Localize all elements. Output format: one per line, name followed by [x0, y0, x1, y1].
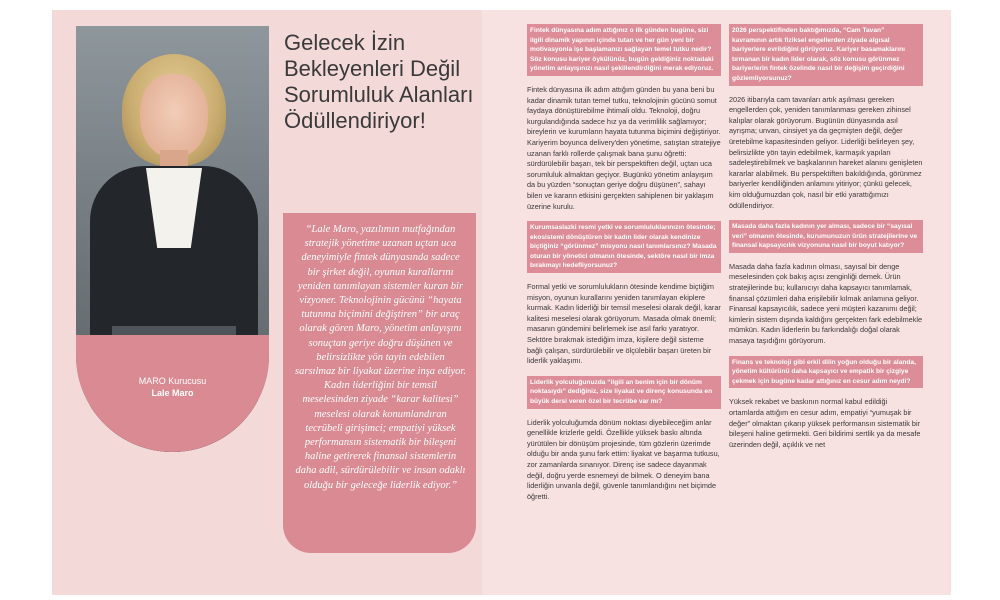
right-page — [482, 10, 951, 595]
pull-quote: “Lale Maro, yazılımın mutfağından stratejik yönetime uzanan uçtan uca deneyimiyle fintek dünyasında sadece bir şirket değil, oyunun kurallarını yeniden tanımlayan sistemler kuran bir vizyoner. Teknolojinin gücünü “hayata tutunma biçimini değiştiren” bir araç olarak gören Maro, yönetim anlayışını sonuçtan geriye doğru düşünen ve belirsizlikte yön tayin edebilen sarsılmaz bir liyakat üzerine inşa ediyor. Kadın liderliğini bir temsil meselesinden ziyade “karar kalitesi” meselesi olarak konumlandıran tecrübeli girişimci; empatiyi yüksek performansın sistematik bir bileşeni haline getirerek finansal sistemlerin daha adil, sürdürülebilir ve insan odaklı olduğu bir geleceğe liderlik ediyor.” — [295, 224, 466, 491]
article-headline: Gelecek İzin Bekleyenleri Değil Sorumluluk Alanları Ödüllendiriyor! — [284, 30, 474, 133]
answer-paragraph: Yüksek rekabet ve baskının normal kabul edildiği ortamlarda attığım en cesur adım, empatiyi “yumuşak bir değer” olmaktan çıkarıp yüksek performansın sistematik bir bileşeni haline getirmekti. Geri bildirimi sertlik ya da mesafe üzerinden değil, açıklık ve net — [729, 397, 921, 449]
magazine-spread — [52, 10, 951, 595]
pull-quote-box — [283, 213, 476, 553]
column-right — [729, 24, 923, 459]
answer-paragraph: Masada daha fazla kadının olması, sayısal bir denge meselesinden çok bakış açısı zenginliği demek. Ürün stratejilerinde bu; kullanıcıyı daha kapsayıcı tanımlamak, finansal çözümleri daha erişilebilir kılmak anlamına geliyor. Finansal kapsayıcılık, sadece yeni müşteri kazanımı değil; kimlerin sistem dışında kaldığını gerçekten fark edebilmekle mümkün. Kadın liderlerin bu farkındalığı doğal olarak masaya taşıdığını görüyorum. — [729, 261, 923, 346]
question-highlight: Kurumsaslazki resmi yetki ve sorumluluklarınızın ötesinde; ekosistemi dönüştüren bir kadın lider olarak kendinize biçtiğiniz “görünmez” misyonu nasıl tanımlarsınız? Masada oturan bir yönetici olmanın ötesinde, sektöre nasıl bir imza bırakmayı hedefliyorsunuz? — [527, 221, 721, 273]
question-highlight: Fintek dünyasına adım attığınız o ilk günden bugüne, sizi ilgili dinamik yapının içinde tutan ve her gün yeni bir motivasyonla işe başlamanızı sağlayan temel tutku nedir? Söz konusu kariyer öykülünüz, bugün geldiğiniz noktadaki yönetim anlayışınızı nasıl şekillendirdiğini merak ediyoruz. — [527, 24, 721, 76]
portrait-face — [140, 74, 208, 158]
caption-role: MARO Kurucusu — [138, 376, 207, 386]
left-page — [52, 10, 482, 595]
photo-caption — [76, 375, 269, 399]
answer-paragraph: Formal yetki ve sorumlulukların ötesinde kendime biçtiğim misyon, oyunun kurallarını yeniden tanımlayan ekiplere kurmak. Kadın liderliği bir temsil meselesi olarak değil, karar kalitesi meselesi olarak görüyorum. Masada olmak önemli; masanın gündemini belirlemek ise asıl farkı yaratıyor. Sektöre bırakmak istediğim imza, kişilere değil sisteme bağlı çalışan, sürdürülebilir ve ölçülebilir başarı üreten bir liderlik yaklaşımı. — [527, 282, 721, 366]
question-highlight: Liderlik yolculuğunuzda “ilgili an benim için bir dönüm noktasıydı” dediğiniz, size liyakat ve direnç konusunda en büyük dersi veren özel bir tecrübe var mı? — [527, 376, 721, 409]
question-highlight: Finans ve teknoloji gibi erkil dilin yoğun olduğu bir alanda, yönetim kültürünü daha kapsayıcı ve empatik bir çizgiye çekmek için bugüne kadar attığınız en cesur adım neydi? — [729, 356, 923, 389]
question-highlight: Masada daha fazla kadının yer alması, sadece bir “sayısal veri” olmanın ötesinde, kurumunuzun ürün stratejilerine ve finansal kapsayıcılık vizyonuna nasıl bir boyut katıyor? — [729, 220, 923, 253]
answer-paragraph: Liderlik yolculuğumda dönüm noktası diyebileceğim anlar genellikle krizlerle geldi. Özellikle yüksek baskı altında yürütülen bir dönüşüm projesinde, tüm gözlerin üzerimde olduğu bir anda şunu fark ettim: liyakat ve başarma tutkusu, zor zamanlarda sınanıyor. Direnç ise sadece dayanmak değil, doğru yerde esnemeyi de bilmek. O deneyim bana liderliğin unvanla değil, güvenle tanımlandığını net biçimde öğretti. — [527, 417, 720, 501]
question-highlight: 2026 perspektifinden baktığımızda, “Cam Tavan” kavramının artık fiziksel engellerden ziyade algısal bariyerlere evrildiğini görüyoruz. Kariyer basamaklarını tırmanan bir kadın lider olarak, söz konusu görünmez bariyerlerin fintek özelinde nasıl bir değişim geçirdiğini gözlemliyorsunuz? — [729, 24, 923, 86]
answer-paragraph: Fintek dünyasına ilk adım attığım günden bu yana beni bu kadar dinamik tutan temel tutku, teknolojinin gücünü somut faydaya dönüştürebilme ihtimali oldu. Teknoloji, doğru kurgulandığında sadece hız ya da verimlilik sağlamıyor; bireylerin ve kurumların hayata tutunma biçimini değiştiriyor. Kariyerim boyunca delivery'den yönetime, satıştan stratejiye uzanan farklı rollerde çalışmak bana şunu öğretti: sürdürülebilir başarı, tek bir perspektiften değil, uçtan uca sorumluluk almaktan geçiyor. Bugünkü yönetim anlayışım da bu yüzden “sonuçtan geriye doğru düşünen”, sahayı bilen ve kararın etkisini gerçekten sahiplenen bir yaklaşım üzerine kurulu. — [527, 84, 721, 211]
column-left — [527, 24, 721, 511]
caption-name: Lale Maro — [151, 388, 194, 398]
answer-paragraph: 2026 itibarıyla cam tavanları artık aşılması gereken engellerden çok, yeniden tanımlanması gereken zihinsel kalıplar olarak görüyorum. Bugünün dünyasında asıl ayrışma; unvan, cinsiyet ya da geçmişten değil, değer üretebilme kapasitesinden geliyor. Liderliği belirleyen şey, belirsizlikte yön tayin edebilmek, karmaşık yapıları sadeleştirebilmek ve başkalarının hareket alanını genişleten kararlar alabilmek. Bu perspektiften bakıldığında, görünmez bariyerler kendiliğinden anlamını yitiriyor; çünkü gelecek, kim olduğumuzdan çok, nasıl bir etki yarattığımızı ödüllendiriyor. — [729, 94, 923, 210]
